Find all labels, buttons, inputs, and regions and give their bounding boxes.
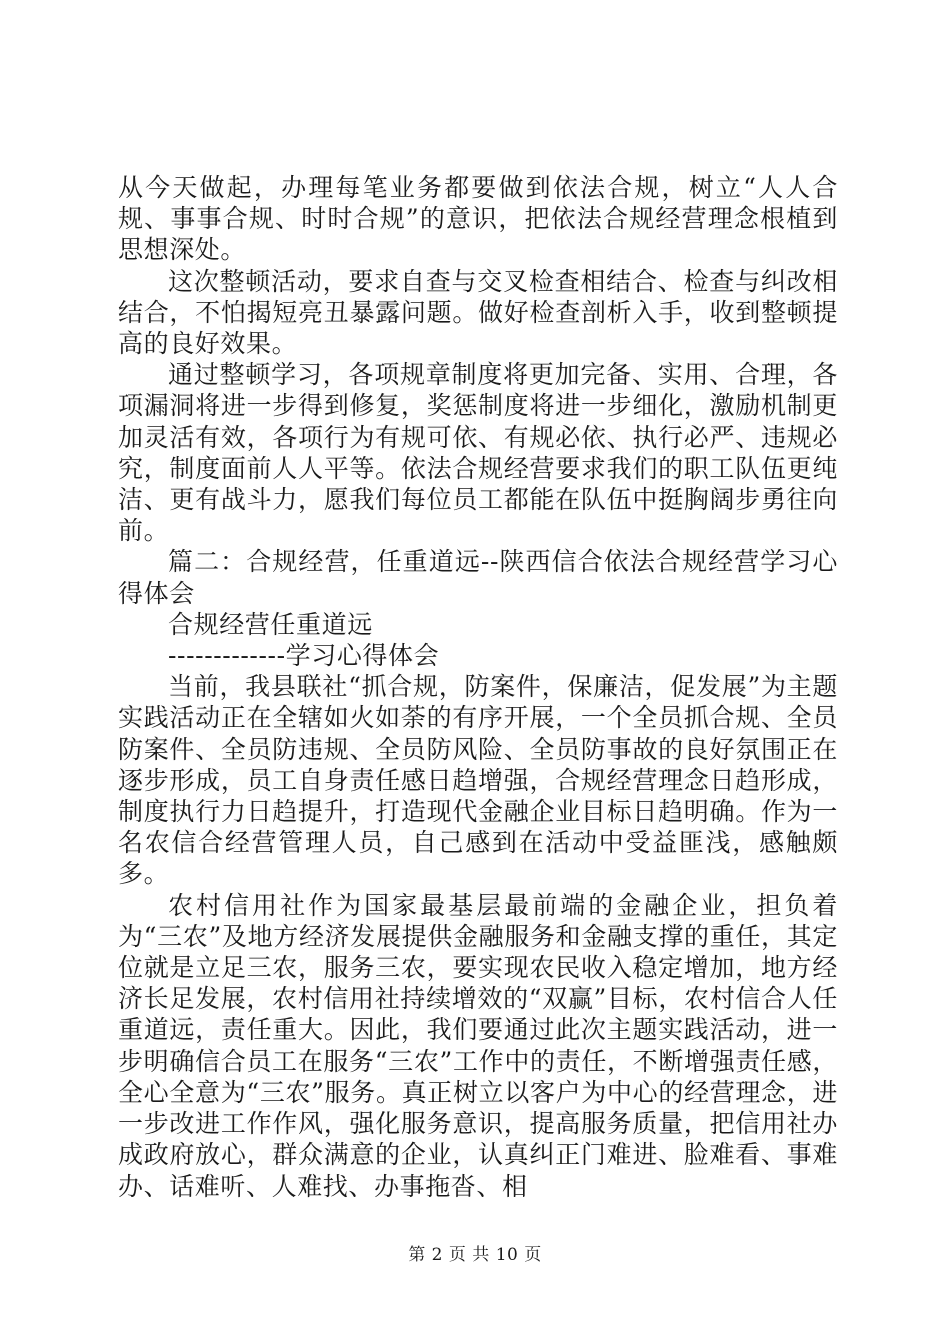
paragraph-rural-credit-role: 农村信用社作为国家最基层最前端的金融企业，担负着为“三农”及地方经济发展提供金融服务和金融支撑的重任，其定位就是立足三农，服务三农，要实现农民收入稳定增加，地方经济长足发展，农村信用社持续增效的“双赢”目标，农村信合人任重道远，责任重大。因此，我们要通过此次主题实践活动，进一步明确信合员工在服务“三农”工作中的责任，不断增强责任感，全心全意为“三农”服务。真正树立以客户为中心的经营理念，进一步改进工作作风，强化服务意识，提高服务质量，把信用社办成政府放心，群众满意的企业，认真纠正门难进、脸难看、事难办、话难听、人难找、办事拖沓、相 (118, 890, 838, 1201)
article-subtitle: -------------学习心得体会 (168, 641, 440, 671)
article-title: 合规经营任重道远 (168, 609, 373, 639)
document-body (118, 172, 838, 1202)
section-heading-part-two: 篇二：合规经营，任重道远--陕西信合依法合规经营学习心得体会 (118, 547, 838, 608)
paragraph-current-activity: 当前，我县联社“抓合规，防案件，保廉洁，促发展”为主题实践活动正在全辖如火如荼的有序开展，一个全员抓合规、全员防案件、全员防违规、全员防风险、全员防事故的良好氛围正在逐步形成，员工自身责任感日趋增强，合规经营理念日趋形成，制度执行力日趋提升，打造现代金融企业目标日趋明确。作为一名农信合经营管理人员，自己感到在活动中受益匪浅，感触颇多。 (118, 672, 838, 889)
paragraph-compliance-awareness: 从今天做起，办理每笔业务都要做到依法合规，树立“人人合规、事事合规、时时合规”的意识，把依法合规经营理念根植到思想深处。 (118, 173, 838, 265)
paragraph-rectification-study: 通过整顿学习，各项规章制度将更加完备、实用、合理，各项漏洞将进一步得到修复，奖惩制度将进一步细化，激励机制更加灵活有效，各项行为有规可依、有规必依、执行必严、违规必究，制度面前人人平等。依法合规经营要求我们的职工队伍更纯洁、更有战斗力，愿我们每位员工都能在队伍中挺胸阔步勇往向前。 (118, 360, 838, 546)
paragraph-rectification-activity: 这次整顿活动，要求自查与交叉检查相结合、检查与纠改相结合，不怕揭短亮丑暴露问题。做好检查剖析入手，收到整顿提高的良好效果。 (118, 266, 838, 359)
page-number-footer: 第 2 页 共 10 页 (408, 1245, 542, 1265)
